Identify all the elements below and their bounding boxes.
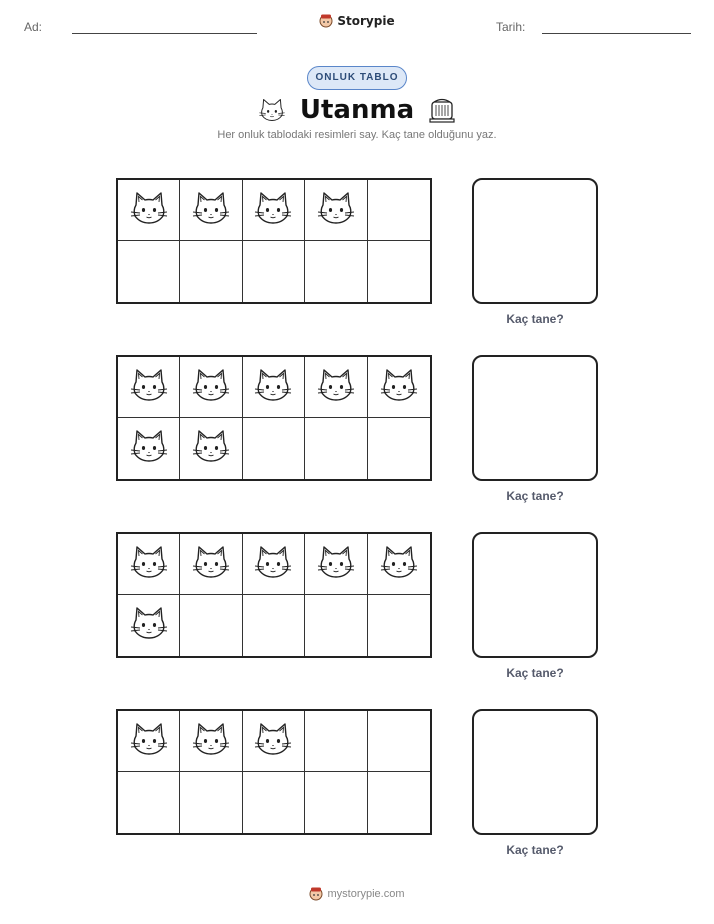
title-row xyxy=(0,92,714,128)
ten-frame-cell xyxy=(305,595,367,656)
cat-face-icon xyxy=(379,544,419,585)
answer-box[interactable] xyxy=(472,355,598,481)
ten-frame-cell xyxy=(368,711,430,772)
ten-frame-cell xyxy=(118,534,180,595)
cat-face-icon xyxy=(191,721,231,762)
ten-frame-cell xyxy=(243,711,305,772)
ten-frame xyxy=(116,355,432,481)
ten-frame-cell xyxy=(243,772,305,833)
answer-prompt: Kaç tane? xyxy=(506,489,564,503)
ten-frame-cell xyxy=(118,357,180,418)
brand-name: Storypie xyxy=(337,14,395,28)
brand xyxy=(0,13,714,29)
answer-box[interactable] xyxy=(472,178,598,304)
cat-face-icon xyxy=(191,544,231,585)
ten-frame-cell xyxy=(180,241,242,302)
cat-face-icon xyxy=(129,544,169,585)
answer-prompt: Kaç tane? xyxy=(506,666,564,680)
ten-frame-cell xyxy=(368,534,430,595)
cat-face-icon xyxy=(253,721,293,762)
ten-frame xyxy=(116,709,432,835)
ten-frame-cell xyxy=(243,418,305,479)
ten-frame-cell xyxy=(305,241,367,302)
cat-face-icon xyxy=(129,605,169,646)
storypie-logo-icon xyxy=(319,13,333,29)
ten-frame-cell xyxy=(368,418,430,479)
date-line[interactable] xyxy=(542,33,691,34)
worksheet-type-badge: ONLUK TABLO xyxy=(307,66,407,90)
cat-face-icon xyxy=(191,428,231,469)
answer-box[interactable] xyxy=(472,709,598,835)
ten-frame-cell xyxy=(180,534,242,595)
ten-frame-cell xyxy=(305,180,367,241)
cat-face-icon xyxy=(129,367,169,408)
name-label: Ad: xyxy=(24,20,43,34)
cat-face-icon xyxy=(129,721,169,762)
cat-face-icon xyxy=(258,97,286,123)
ten-frame-cell xyxy=(118,772,180,833)
cat-face-icon xyxy=(253,544,293,585)
ten-frame-cell xyxy=(243,534,305,595)
ten-frame-cell xyxy=(180,418,242,479)
ten-frame xyxy=(116,178,432,304)
ten-frame-cell xyxy=(368,772,430,833)
ten-frame-cell xyxy=(118,241,180,302)
ten-frame-cell xyxy=(118,180,180,241)
ten-frame xyxy=(116,532,432,658)
cat-face-icon xyxy=(316,190,356,231)
ten-frame-cell xyxy=(305,711,367,772)
ten-frame-cell xyxy=(180,772,242,833)
cat-face-icon xyxy=(129,190,169,231)
shy-character-icon xyxy=(428,96,456,124)
ten-frame-cell xyxy=(243,180,305,241)
ten-frame-cell xyxy=(118,418,180,479)
ten-frame-cell xyxy=(368,241,430,302)
ten-frame-cell xyxy=(180,357,242,418)
footer-url[interactable]: mystorypie.com xyxy=(327,888,405,900)
name-line[interactable] xyxy=(72,33,257,34)
cat-face-icon xyxy=(191,367,231,408)
cat-face-icon xyxy=(129,428,169,469)
cat-face-icon xyxy=(379,367,419,408)
ten-frame-cell xyxy=(368,180,430,241)
ten-frame-cell xyxy=(243,241,305,302)
instruction-text: Her onluk tablodaki resimleri say. Kaç tane olduğunu yaz. xyxy=(217,129,497,141)
ten-frame-cell xyxy=(368,595,430,656)
cat-face-icon xyxy=(191,190,231,231)
cat-face-icon xyxy=(253,367,293,408)
footer xyxy=(0,886,714,902)
ten-frame-cell xyxy=(243,357,305,418)
ten-frame-cell xyxy=(305,357,367,418)
ten-frame-cell xyxy=(118,711,180,772)
ten-frame-cell xyxy=(180,180,242,241)
storypie-logo-icon xyxy=(309,886,323,902)
worksheet-title: Utanma xyxy=(299,95,415,125)
date-label: Tarih: xyxy=(496,20,526,34)
cat-face-icon xyxy=(316,367,356,408)
ten-frame-cell xyxy=(118,595,180,656)
cat-face-icon xyxy=(316,544,356,585)
answer-prompt: Kaç tane? xyxy=(506,843,564,857)
ten-frame-cell xyxy=(180,711,242,772)
answer-box[interactable] xyxy=(472,532,598,658)
ten-frame-cell xyxy=(305,534,367,595)
ten-frame-cell xyxy=(368,357,430,418)
ten-frame-cell xyxy=(305,772,367,833)
ten-frame-cell xyxy=(243,595,305,656)
answer-prompt: Kaç tane? xyxy=(506,312,564,326)
cat-face-icon xyxy=(253,190,293,231)
ten-frame-cell xyxy=(180,595,242,656)
ten-frame-cell xyxy=(305,418,367,479)
